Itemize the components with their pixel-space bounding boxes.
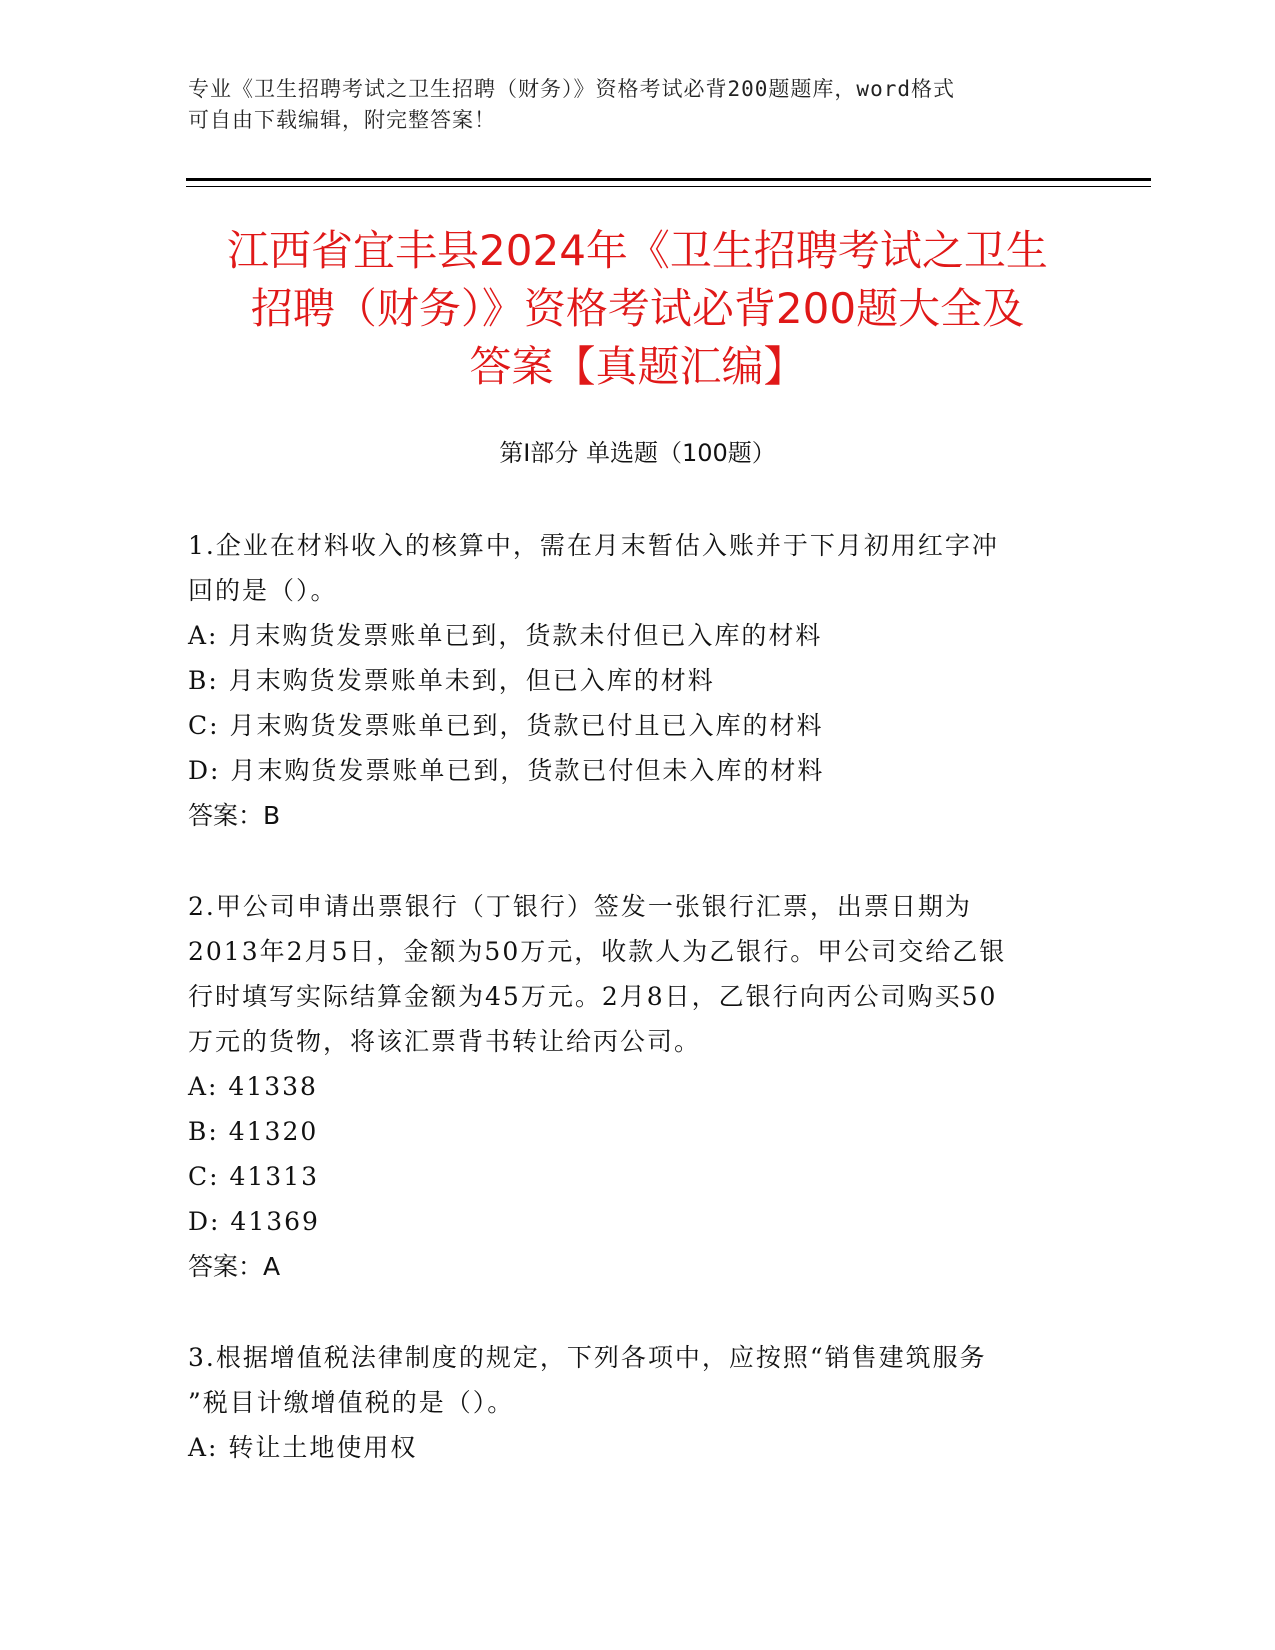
question-item [188,1335,1088,1470]
answer-label: 答案：B [188,801,281,830]
question-item [188,523,1088,838]
question-stem: 回的是（）。 [188,576,338,605]
title-line: 江西省宜丰县2024年《卫生招聘考试之卫生 [227,226,1048,275]
option-a: A: 月末购货发票账单已到，货款未付但已入库的材料 [188,621,823,650]
question-stem: 万元的货物，将该汇票背书转让给丙公司。 [188,1027,702,1056]
option-a: A: 转让土地使用权 [188,1433,418,1462]
question-stem: 2013年2月5日，金额为50万元，收款人为乙银行。甲公司交给乙银 [188,937,1007,966]
option-c: C: 41313 [188,1162,320,1191]
title-line: 答案【真题汇编】 [469,342,806,391]
option-b: B: 月末购货发票账单未到，但已入库的材料 [188,666,715,695]
header-note [188,74,1088,136]
header-divider-thin [186,186,1151,187]
header-note-line: 专业《卫生招聘考试之卫生招聘（财务）》资格考试必背200题题库，word格式 [188,77,955,101]
document-title [180,222,1095,396]
option-a: A: 41338 [188,1072,318,1101]
title-line: 招聘（财务）》资格考试必背200题大全及 [250,284,1025,333]
section-heading: 第I部分 单选题（100题） [499,439,776,467]
question-stem: 2.甲公司申请出票银行（丁银行）签发一张银行汇票，出票日期为 [188,892,972,921]
option-d: D: 41369 [188,1207,320,1236]
option-c: C: 月末购货发票账单已到，货款已付且已入库的材料 [188,711,824,740]
question-item [188,884,1088,1289]
header-note-line: 可自由下载编辑，附完整答案！ [188,108,496,132]
question-stem: 行时填写实际结算金额为45万元。2月8日，乙银行向丙公司购买50 [188,982,998,1011]
header-divider-thick [186,178,1151,181]
question-stem: 3.根据增值税法律制度的规定，下列各项中，应按照“销售建筑服务 [188,1343,987,1372]
answer-label: 答案：A [188,1252,281,1281]
question-stem: ”税目计缴增值税的是（）。 [188,1388,515,1417]
question-stem: 1.企业在材料收入的核算中，需在月末暂估入账并于下月初用红字冲 [188,531,999,560]
option-b: B: 41320 [188,1117,319,1146]
option-d: D: 月末购货发票账单已到，货款已付但未入库的材料 [188,756,825,785]
